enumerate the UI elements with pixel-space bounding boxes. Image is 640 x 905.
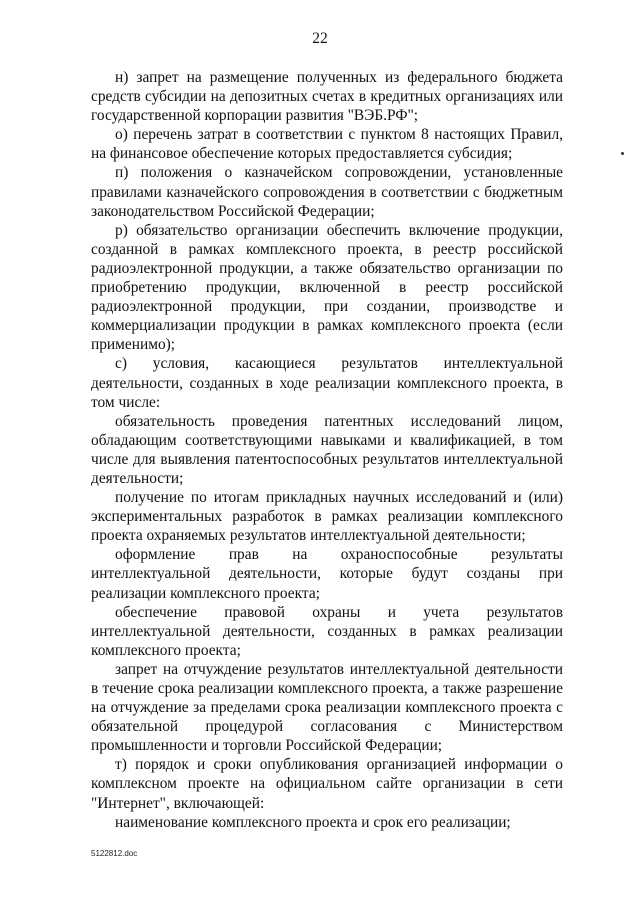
paragraph-s: с) условия, касающиеся результатов интеллектуальной деятельности, созданных в ходе реализации комплексного проекта, в том числе:	[91, 355, 563, 411]
paragraph-p: п) положения о казначейском сопровождении, установленные правилами казначейского сопровождения в соответствии с бюджетным законодательством Российской Федерации;	[91, 164, 563, 220]
document-body	[91, 68, 563, 832]
paragraph-o: о) перечень затрат в соответствии с пунктом 8 настоящих Правил, на финансовое обеспечение которых предоставляется субсидия;	[91, 126, 563, 163]
page-number: 22	[312, 30, 328, 47]
paragraph-n: н) запрет на размещение полученных из федерального бюджета средств субсидии на депозитных счетах в кредитных организациях или государственной корпорации развития "ВЭБ.РФ";	[91, 69, 563, 125]
footer-document-code: 5122812.doc	[91, 849, 138, 858]
paragraph-protected-results: получение по итогам прикладных научных исследований и (или) экспериментальных разработок в рамках реализации комплексного проекта охраняемых результатов интеллектуальной деятельности;	[91, 489, 563, 545]
paragraph-r: р) обязательство организации обеспечить включение продукции, созданной в рамках комплексного проекта, в реестр российской радиоэлектронной продукции, а также обязательство организации по приобретению продукции, включенной в реестр российской радиоэлектронной продукции, при создании, производстве и коммерциализации продукции в рамках комплексного проекта (если применимо);	[91, 221, 563, 354]
paragraph-t: т) порядок и сроки опубликования организацией информации о комплексном проекте на официальном сайте организации в сети "Интернет", включающей:	[91, 756, 563, 812]
paragraph-rights-registration: оформление прав на охраноспособные результаты интеллектуальной деятельности, которые будут созданы при реализации комплексного проекта;	[91, 546, 563, 602]
scan-dot-mark	[621, 152, 624, 155]
paragraph-legal-protection: обеспечение правовой охраны и учета результатов интеллектуальной деятельности, созданных в рамках реализации комплексного проекта;	[91, 603, 563, 659]
paragraph-patent-research: обязательность проведения патентных исследований лицом, обладающим соответствующими навыками и квалификацией, в том числе для выявления патентоспособных результатов интеллектуальной деятельности;	[91, 412, 563, 487]
paragraph-project-name: наименование комплексного проекта и срок его реализации;	[115, 813, 511, 831]
paragraph-alienation-ban: запрет на отчуждение результатов интеллектуальной деятельности в течение срока реализации комплексного проекта, а также разрешение на отчуждение за пределами срока реализации комплексного проекта с обязательной процедурой согласования с Министерством промышленности и торговли Российской Федерации;	[91, 660, 563, 755]
